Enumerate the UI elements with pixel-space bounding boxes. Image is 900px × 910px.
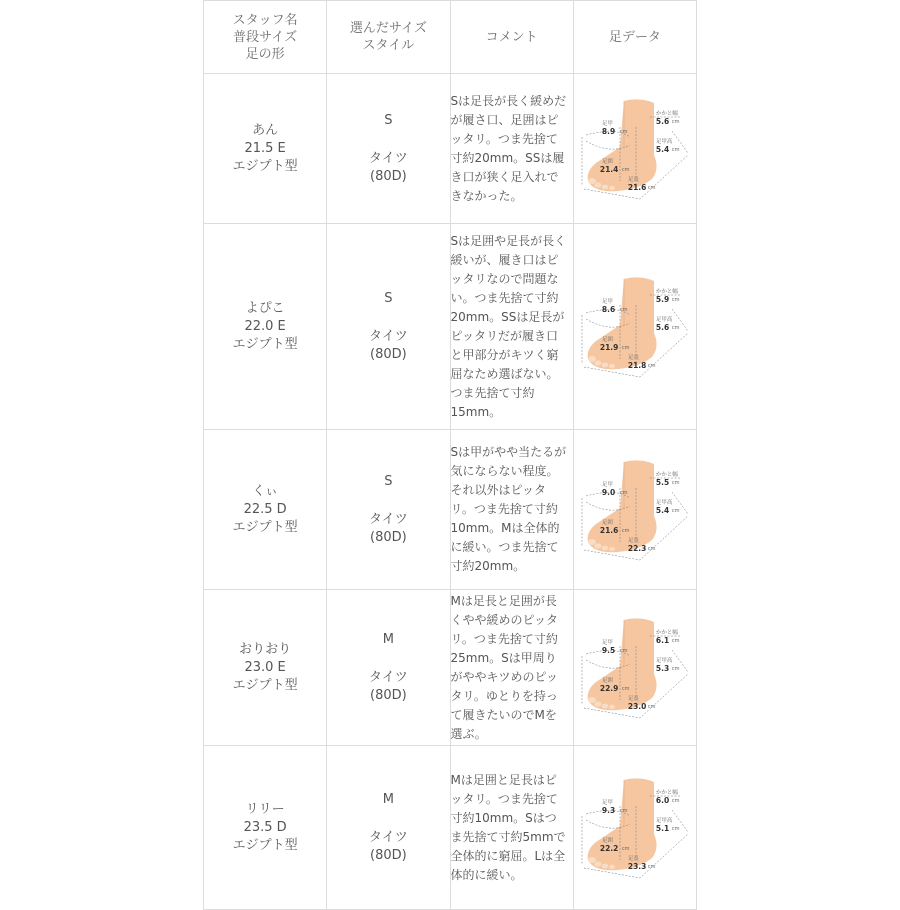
comment-line: リ。つま先捨て寸約 [450,631,558,646]
comment-line: きなかった。 [450,188,523,203]
instep-value: 9.3 [601,805,616,815]
comment-line: ッタリなので問題な [450,271,559,286]
comment-line: 寸約20mm。SSは履 [450,150,565,165]
heel-unit: cm [671,118,680,125]
header-staff-name: スタッフ名 [232,12,298,28]
comment-line: い。つま先捨て寸約 [450,290,559,305]
staff-name: あん [252,122,279,138]
arch-unit: cm [671,324,680,331]
foot-diagram [580,97,690,201]
comment-line: に緩い。つま先捨て [450,540,559,554]
girth-value: 22.2 [599,843,619,853]
length-unit: cm [647,545,656,552]
style-name: タイツ [369,150,408,166]
style-name: タイツ [369,328,408,344]
length-caption: 足長 [627,537,639,544]
staff-cell [204,74,327,224]
style-denier: (80D) [370,168,407,184]
comment-line: 緩いが、履き口はピ [450,252,559,267]
foot-data-cell [573,74,696,224]
comment-line: 15mm。 [450,404,502,419]
staff-usual: 21.5 E [244,140,286,156]
heel-value: 5.5 [655,477,670,487]
length-unit: cm [647,703,656,710]
comment-cell [450,224,573,430]
girth-unit: cm [621,166,630,173]
girth-caption: 足囲 [601,519,613,526]
style-name: タイツ [369,669,408,685]
girth-unit: cm [621,527,630,534]
foot-data-cell [573,590,696,746]
comment-line: ピッタリだが履き口 [450,328,559,343]
chosen-size: S [384,112,393,128]
staff-usual: 23.5 D [243,819,287,835]
staff-cell [204,430,327,590]
length-caption: 足長 [627,855,639,862]
instep-unit: cm [619,807,628,814]
length-unit: cm [647,863,656,870]
arch-caption: 足甲高 [655,817,673,824]
instep-caption: 足甲 [601,639,613,646]
comment-line: Sは足囲や足長が長く [450,233,567,248]
comment-line: Mは足囲と足長はピ [450,772,557,787]
instep-value: 8.9 [601,126,616,136]
comment-line: 選ぶ。 [450,726,487,741]
comment-line: Sは甲がやや当たるが [450,445,567,459]
chosen-size: M [382,631,394,647]
style-denier: (80D) [370,687,407,703]
chosen-size: S [384,473,393,489]
girth-unit: cm [621,685,630,692]
header-foot-data: 足データ [573,1,696,74]
table-row [204,430,697,590]
girth-unit: cm [621,845,630,852]
size-comparison-table [203,0,697,910]
arch-unit: cm [671,507,680,514]
comment-line: ま先捨て寸約5mmで [450,829,566,844]
staff-cell [204,746,327,910]
girth-value: 21.4 [599,164,619,174]
length-caption: 足長 [627,695,639,702]
comment-line: て履きたいのでMを [450,707,557,722]
instep-unit: cm [619,306,628,313]
length-unit: cm [647,362,656,369]
length-caption: 足長 [627,176,639,183]
comment-line: つま先捨て寸約 [450,385,535,400]
comment-line: 10mm。Mは全体的 [450,521,560,535]
length-value: 21.8 [627,360,647,370]
arch-unit: cm [671,665,680,672]
heel-caption: かかと幅 [655,629,678,636]
staff-name: よぴこ [245,300,285,316]
instep-value: 9.5 [601,645,616,655]
heel-value: 6.0 [655,795,670,805]
girth-value: 22.9 [599,683,619,693]
instep-caption: 足甲 [601,481,613,488]
comment-line: ッタリ。つま先捨て [450,131,558,146]
staff-shape: エジプト型 [232,677,298,693]
style-name: タイツ [369,511,408,527]
heel-value: 6.1 [655,635,670,645]
comment-line: がややキツめのピッ [450,669,559,684]
style-denier: (80D) [370,346,407,362]
table-row [204,224,697,430]
instep-unit: cm [619,647,628,654]
heel-caption: かかと幅 [655,789,678,796]
length-value: 21.6 [627,182,647,192]
comment-line: ッタリ。つま先捨て [450,791,558,806]
comment-line: が履さ口、足囲はピ [450,112,559,127]
length-unit: cm [647,184,656,191]
comment-line: き口が狭く足入れで [450,169,559,184]
arch-unit: cm [671,146,680,153]
girth-caption: 足囲 [601,677,613,684]
spacer [327,649,449,669]
comment-cell [450,74,573,224]
heel-unit: cm [671,797,680,804]
comment-line: Mは足長と足囲が長 [450,593,557,608]
comment-line: Sは足長が長く緩めだ [450,93,567,108]
comment-line: 全体的に窮屈。Lは全 [450,848,566,863]
staff-cell [204,590,327,746]
comment-cell [450,430,573,590]
comment-line: 屈なため選ばない。 [450,366,559,381]
spacer [327,130,449,150]
spacer [327,308,449,328]
header-foot-shape: 足の形 [245,46,285,62]
staff-usual: 22.5 D [243,501,287,517]
spacer [327,809,449,829]
foot-diagram [580,616,690,720]
arch-caption: 足甲高 [655,657,673,664]
girth-value: 21.9 [599,342,619,352]
arch-caption: 足甲高 [655,316,673,323]
staff-shape: エジプト型 [232,837,298,853]
girth-value: 21.6 [599,525,619,535]
table-row [204,746,697,910]
arch-value: 5.3 [655,663,670,673]
foot-diagram [580,275,690,379]
comment-cell [450,590,573,746]
heel-value: 5.9 [655,294,670,304]
comment-line: それ以外はピッタ [450,483,547,497]
table-row [204,590,697,746]
style-name: タイツ [369,829,408,845]
instep-value: 8.6 [601,304,616,314]
instep-caption: 足甲 [601,120,613,127]
arch-value: 5.1 [655,823,670,833]
instep-value: 9.0 [601,487,616,497]
size-cell [327,74,450,224]
instep-unit: cm [619,128,628,135]
length-value: 23.3 [627,861,647,871]
girth-caption: 足囲 [601,336,613,343]
comment-line: 寸約10mm。Sはつ [450,810,557,825]
size-cell [327,224,450,430]
header-usual-size: 普段サイズ [233,29,298,45]
foot-data-cell [573,430,696,590]
comment-line: 20mm。SSは足長が [450,309,565,324]
length-value: 22.3 [627,543,647,553]
heel-unit: cm [671,637,680,644]
staff-name: くぃ [252,483,278,499]
comment-line: 寸約20mm。 [450,559,526,573]
instep-caption: 足甲 [601,298,613,305]
heel-caption: かかと幅 [655,471,678,478]
comment-line: タリ。ゆとりを持っ [450,688,558,703]
style-denier: (80D) [370,529,407,545]
foot-data-cell [573,746,696,910]
heel-value: 5.6 [655,116,670,126]
header-staff [204,1,327,74]
staff-name: リリー [245,801,285,817]
size-cell [327,590,450,746]
foot-diagram [580,458,690,562]
staff-shape: エジプト型 [232,336,298,352]
instep-caption: 足甲 [601,799,613,806]
heel-caption: かかと幅 [655,110,678,117]
comment-line: 気にならない程度。 [450,464,559,478]
instep-unit: cm [619,489,628,496]
arch-caption: 足甲高 [655,138,673,145]
comment-line: くやや緩めのピッタ [450,612,559,627]
arch-caption: 足甲高 [655,499,673,506]
comment-line: と甲部分がキツく窮 [450,347,559,362]
size-cell [327,430,450,590]
girth-unit: cm [621,344,630,351]
girth-caption: 足囲 [601,837,613,844]
staff-cell [204,224,327,430]
girth-caption: 足囲 [601,158,613,165]
length-value: 23.0 [627,701,647,711]
style-denier: (80D) [370,847,407,863]
table-row [204,74,697,224]
chosen-size: M [382,791,394,807]
size-cell [327,746,450,910]
chosen-size: S [384,290,393,306]
length-caption: 足長 [627,354,639,361]
heel-unit: cm [671,479,680,486]
header-size [327,1,450,74]
comment-line: 体的に緩い。 [450,867,523,882]
arch-unit: cm [671,825,680,832]
heel-caption: かかと幅 [655,288,678,295]
header-row [204,1,697,74]
comment-line: 25mm。Sは甲周り [450,650,557,665]
staff-usual: 22.0 E [244,318,286,334]
arch-value: 5.4 [655,505,670,515]
staff-shape: エジプト型 [232,519,298,535]
staff-usual: 23.0 E [244,659,286,675]
header-chosen-size: 選んだサイズ [349,21,427,36]
header-style: スタイル [362,38,415,53]
spacer [327,491,449,511]
comment-line: リ。つま先捨て寸約 [450,502,558,516]
staff-name: おりおり [239,641,292,657]
foot-data-cell [573,224,696,430]
foot-diagram [580,776,690,880]
header-comment: コメント [450,1,573,74]
arch-value: 5.4 [655,144,670,154]
heel-unit: cm [671,296,680,303]
staff-shape: エジプト型 [232,158,298,174]
arch-value: 5.6 [655,322,670,332]
comment-cell [450,746,573,910]
